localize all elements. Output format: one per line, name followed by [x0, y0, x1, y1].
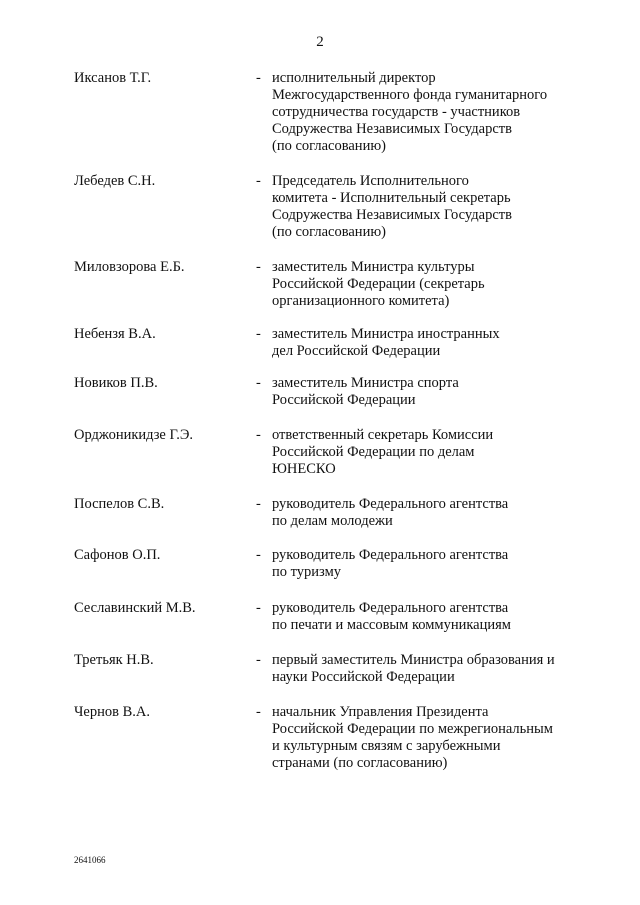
- member-dash: -: [256, 496, 261, 512]
- member-dash: -: [256, 600, 261, 616]
- role-line: руководитель Федерального агентства: [272, 547, 509, 563]
- role-line: Российской Федерации: [272, 392, 416, 408]
- member-dash: -: [256, 547, 261, 563]
- role-line: начальник Управления Президента: [272, 704, 489, 720]
- member-role: [272, 496, 592, 530]
- member-role: [272, 652, 592, 686]
- member-dash: -: [256, 427, 261, 443]
- member-role: [272, 326, 592, 360]
- member-role: [272, 427, 592, 478]
- role-line: (по согласованию): [272, 138, 386, 154]
- member-role: [272, 173, 592, 241]
- role-line: Председатель Исполнительного: [272, 173, 469, 189]
- role-line: руководитель Федерального агентства: [272, 496, 509, 512]
- member-name: Поспелов С.В.: [74, 496, 165, 512]
- member-role: [272, 704, 592, 772]
- role-line: и культурным связям с зарубежными: [272, 738, 501, 754]
- member-dash: -: [256, 375, 261, 391]
- member-name: Третьяк Н.В.: [74, 652, 154, 668]
- role-line: руководитель Федерального агентства: [272, 600, 509, 616]
- member-dash: -: [256, 704, 261, 720]
- role-line: ответственный секретарь Комиссии: [272, 427, 494, 443]
- member-dash: -: [256, 173, 261, 189]
- role-line: (по согласованию): [272, 224, 386, 240]
- role-line: Российской Федерации по делам: [272, 444, 475, 460]
- member-dash: -: [256, 259, 261, 275]
- member-role: [272, 375, 592, 409]
- role-line: Содружества Независимых Государств: [272, 207, 512, 223]
- role-line: по печати и массовым коммуникациям: [272, 617, 511, 633]
- role-line: науки Российской Федерации: [272, 669, 455, 685]
- member-name: Иксанов Т.Г.: [74, 70, 152, 86]
- role-line: по туризму: [272, 564, 341, 580]
- role-line: дел Российской Федерации: [272, 343, 441, 359]
- document-code: 2641066: [74, 855, 106, 865]
- member-name: Сафонов О.П.: [74, 547, 161, 563]
- role-line: Российской Федерации по межрегиональным: [272, 721, 553, 737]
- role-line: Содружества Независимых Государств: [272, 121, 512, 137]
- role-line: исполнительный директор: [272, 70, 436, 86]
- role-line: ЮНЕСКО: [272, 461, 336, 477]
- role-line: Межгосударственного фонда гуманитарного: [272, 87, 548, 103]
- role-line: заместитель Министра иностранных: [272, 326, 500, 342]
- role-line: странами (по согласованию): [272, 755, 448, 771]
- member-name: Сеславинский М.В.: [74, 600, 196, 616]
- member-dash: -: [256, 70, 261, 86]
- member-role: [272, 547, 592, 581]
- member-name: Новиков П.В.: [74, 375, 158, 391]
- role-line: сотрудничества государств - участников: [272, 104, 521, 120]
- role-line: заместитель Министра спорта: [272, 375, 459, 391]
- member-dash: -: [256, 326, 261, 342]
- member-name: Небензя В.А.: [74, 326, 156, 342]
- member-name: Миловзорова Е.Б.: [74, 259, 185, 275]
- page-number: 2: [316, 34, 324, 50]
- member-name: Лебедев С.Н.: [74, 173, 156, 189]
- role-line: первый заместитель Министра образования и: [272, 652, 555, 668]
- member-role: [272, 259, 592, 310]
- member-role: [272, 600, 592, 634]
- member-name: Орджоникидзе Г.Э.: [74, 427, 194, 443]
- role-line: организационного комитета): [272, 293, 450, 309]
- member-dash: -: [256, 652, 261, 668]
- role-line: Российской Федерации (секретарь: [272, 276, 485, 292]
- member-name: Чернов В.А.: [74, 704, 150, 720]
- role-line: по делам молодежи: [272, 513, 393, 529]
- role-line: комитета - Исполнительный секретарь: [272, 190, 511, 206]
- role-line: заместитель Министра культуры: [272, 259, 475, 275]
- member-role: [272, 70, 592, 155]
